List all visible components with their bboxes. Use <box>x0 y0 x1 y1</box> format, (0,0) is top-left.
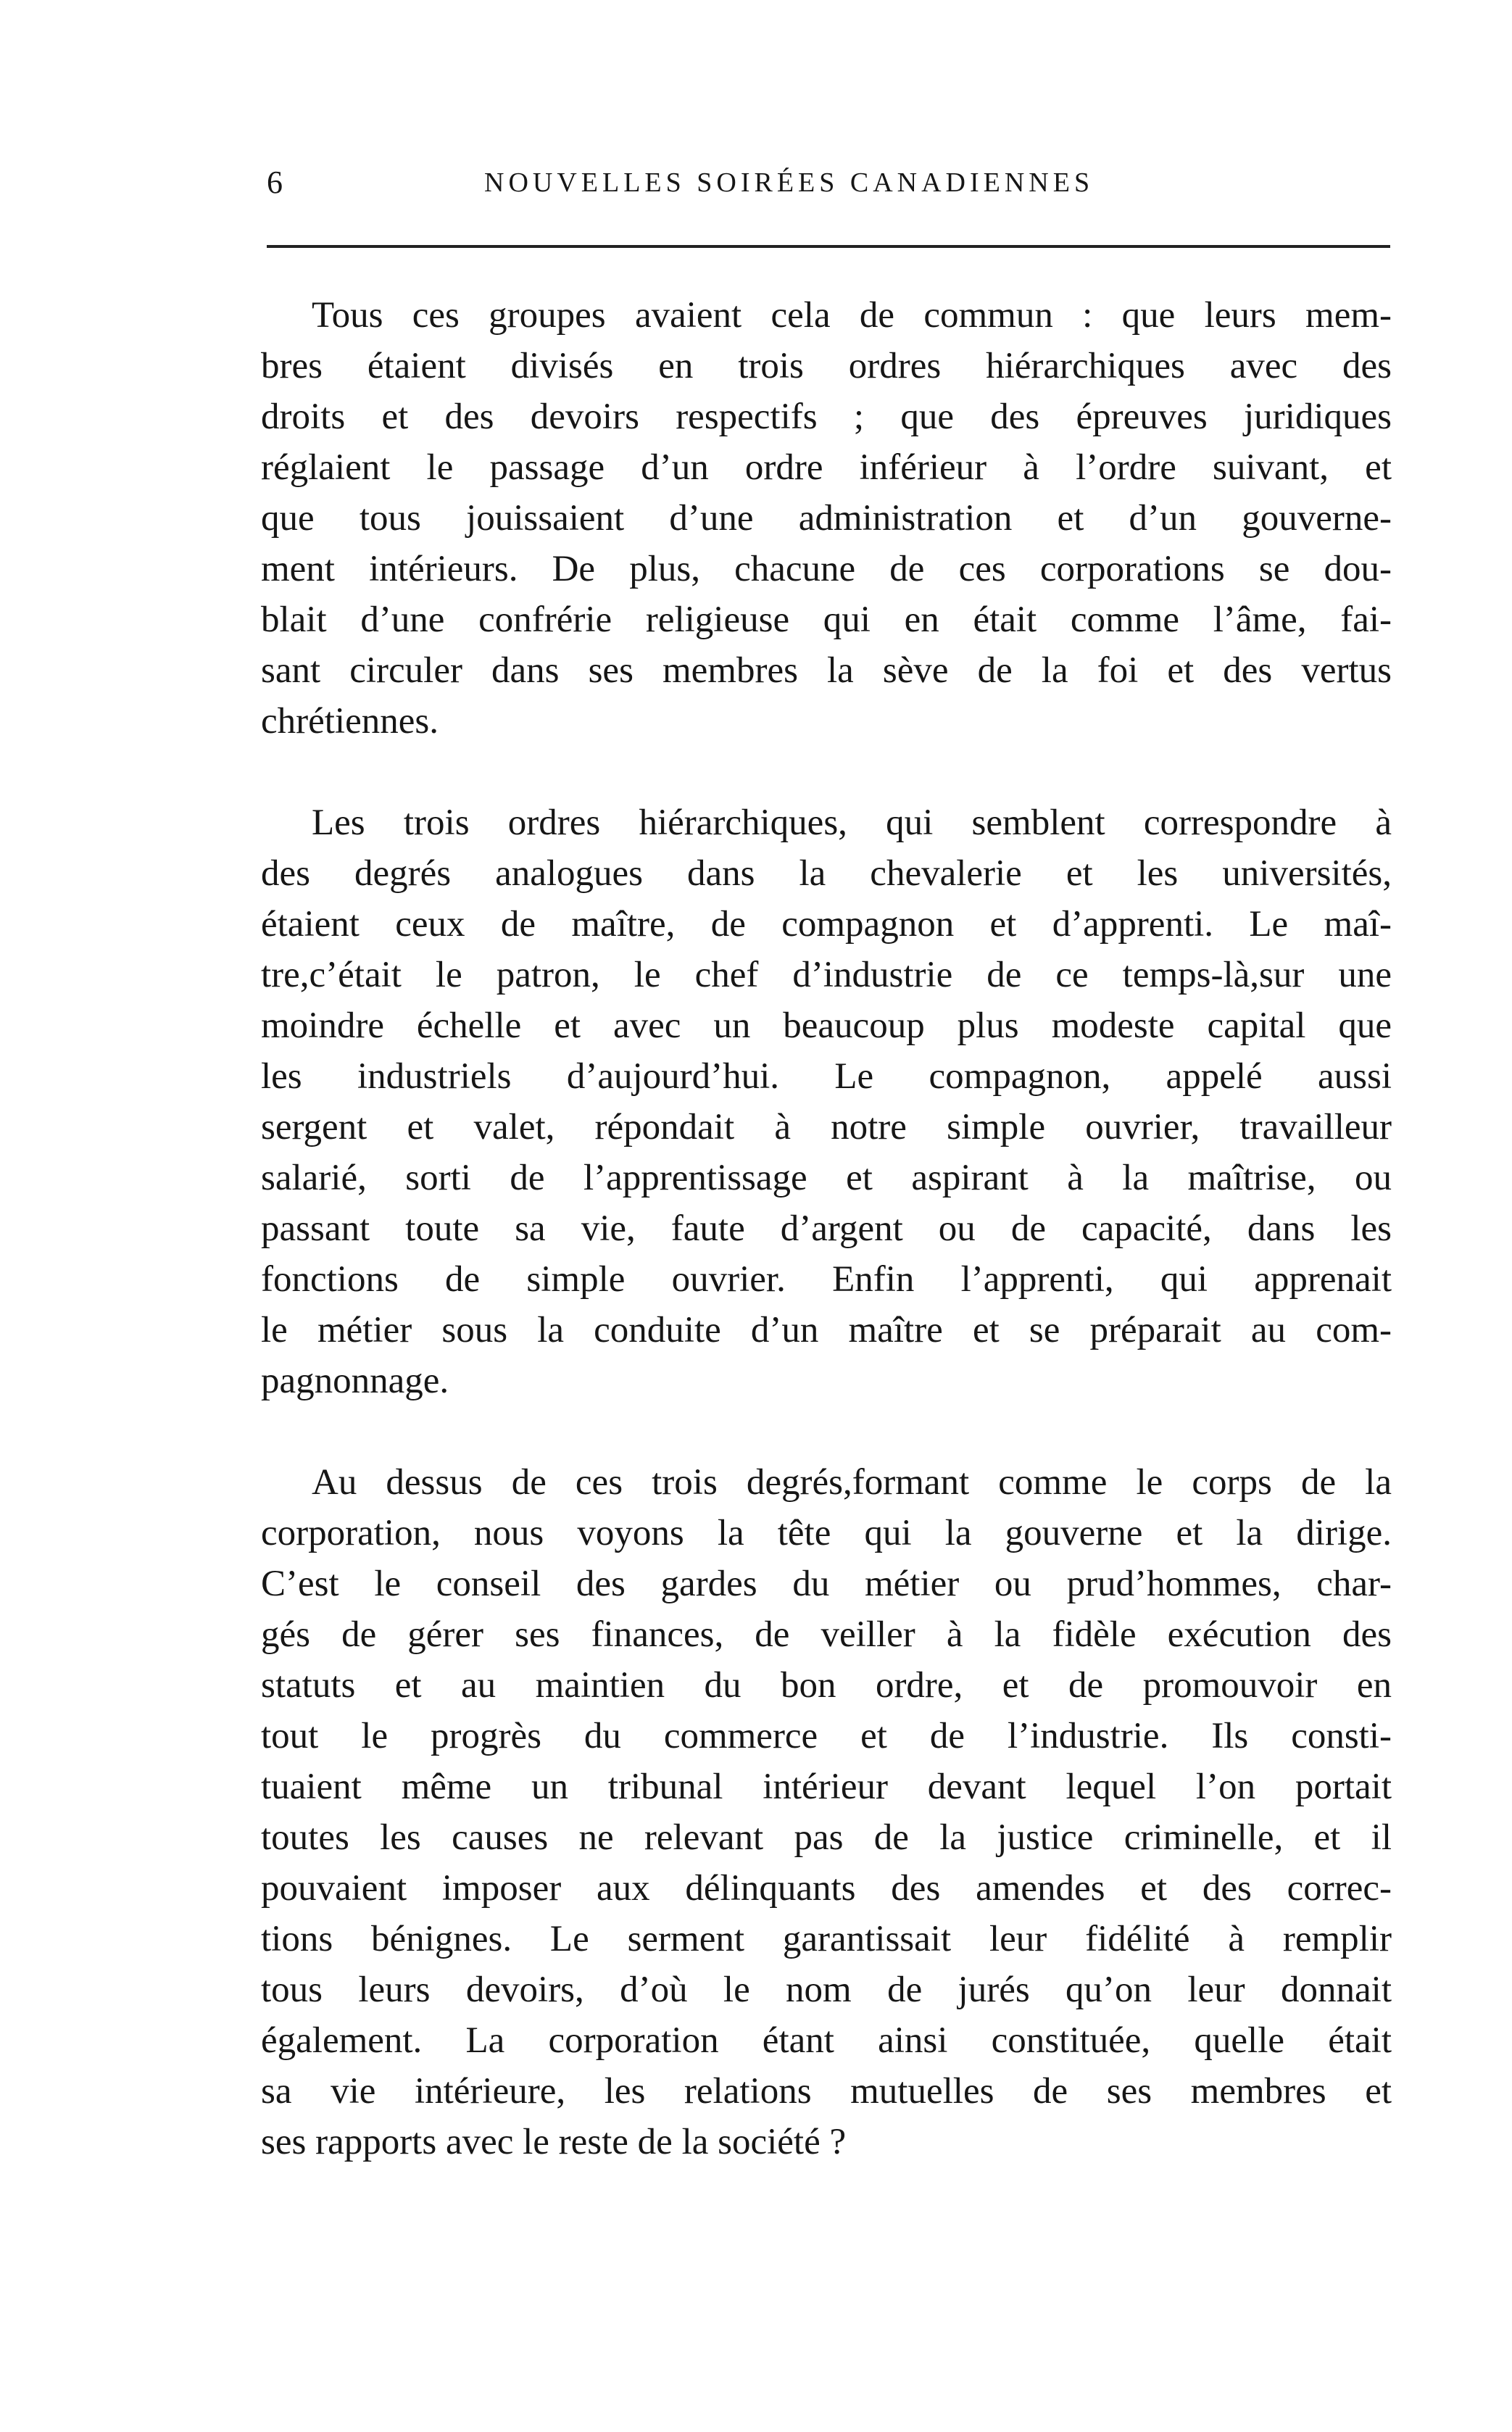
text-line: réglaient le passage d’un ordre inférieur à l’ordre suivant, et <box>261 447 1392 488</box>
text-line: fonctions de simple ouvrier. Enfin l’apprenti, qui apprenait <box>261 1259 1392 1300</box>
text-line: les industriels d’aujourd’hui. Le compagnon, appelé aussi <box>261 1056 1392 1097</box>
running-title: NOUVELLES SOIRÉES CANADIENNES <box>484 167 1094 198</box>
text-line: tions bénignes. Le serment garantissait leur fidélité à remplir <box>261 1919 1392 1959</box>
text-line: passant toute sa vie, faute d’argent ou de capacité, dans les <box>261 1208 1392 1249</box>
text-line: sant circuler dans ses membres la sève de la foi et des vertus <box>261 650 1392 691</box>
page-number: 6 <box>267 165 283 200</box>
text-line: corporation, nous voyons la tête qui la gouverne et la dirige. <box>261 1513 1392 1553</box>
text-line: Les trois ordres hiérarchiques, qui semblent correspondre à <box>312 802 1392 843</box>
text-line: sergent et valet, répondait à notre simple ouvrier, travailleur <box>261 1107 1392 1147</box>
text-line: blait d’une confrérie religieuse qui en était comme l’âme, fai- <box>261 599 1392 640</box>
text-line: ses rapports avec le reste de la société ? <box>261 2122 847 2162</box>
text-line: des degrés analogues dans la chevalerie et les universités, <box>261 853 1392 894</box>
text-line: le métier sous la conduite d’un maître et se préparait au com- <box>261 1310 1392 1350</box>
text-line: sa vie intérieure, les relations mutuelles de ses membres et <box>261 2071 1392 2112</box>
running-head <box>267 161 1390 204</box>
text-line: tre,c’était le patron, le chef d’industrie de ce temps-là,sur une <box>261 955 1392 995</box>
text-line: salarié, sorti de l’apprentissage et aspirant à la maîtrise, ou <box>261 1158 1392 1198</box>
header-rule <box>267 245 1390 248</box>
text-line: étaient ceux de maître, de compagnon et d’apprenti. Le maî- <box>261 904 1392 945</box>
text-line: pouvaient imposer aux délinquants des amendes et des correc- <box>261 1868 1392 1909</box>
text-line: Au dessus de ces trois degrés,formant comme le corps de la <box>312 1462 1392 1503</box>
text-line: toutes les causes ne relevant pas de la justice criminelle, et il <box>261 1817 1392 1858</box>
text-line: tuaient même un tribunal intérieur devant lequel l’on portait <box>261 1767 1392 1807</box>
text-line: statuts et au maintien du bon ordre, et de promouvoir en <box>261 1665 1392 1706</box>
text-line: chrétiennes. <box>261 701 439 742</box>
paragraph-1 <box>261 290 1392 747</box>
text-line: Tous ces groupes avaient cela de commun : que leurs mem- <box>312 295 1392 336</box>
paragraph-gap <box>261 747 1392 797</box>
text-line: ment intérieurs. De plus, chacune de ces corporations se dou- <box>261 549 1392 589</box>
text-line: que tous jouissaient d’une administration et d’un gouverne- <box>261 498 1392 539</box>
text-line: bres étaient divisés en trois ordres hiérarchiques avec des <box>261 346 1392 386</box>
text-line: tous leurs devoirs, d’où le nom de jurés qu’on leur donnait <box>261 1970 1392 2010</box>
text-line: C’est le conseil des gardes du métier ou prud’hommes, char- <box>261 1564 1392 1604</box>
text-line: droits et des devoirs respectifs ; que des épreuves juridiques <box>261 397 1392 437</box>
text-line: tout le progrès du commerce et de l’industrie. Ils consti- <box>261 1716 1392 1756</box>
text-line: moindre échelle et avec un beaucoup plus modeste capital que <box>261 1005 1392 1046</box>
paragraph-3 <box>261 1457 1392 2167</box>
text-line: gés de gérer ses finances, de veiller à la fidèle exécution des <box>261 1614 1392 1655</box>
paragraph-gap <box>261 1406 1392 1457</box>
text-line: pagnonnage. <box>261 1361 449 1401</box>
body-text <box>261 290 1392 2167</box>
paragraph-2 <box>261 797 1392 1406</box>
text-line: également. La corporation étant ainsi constituée, quelle était <box>261 2020 1392 2061</box>
